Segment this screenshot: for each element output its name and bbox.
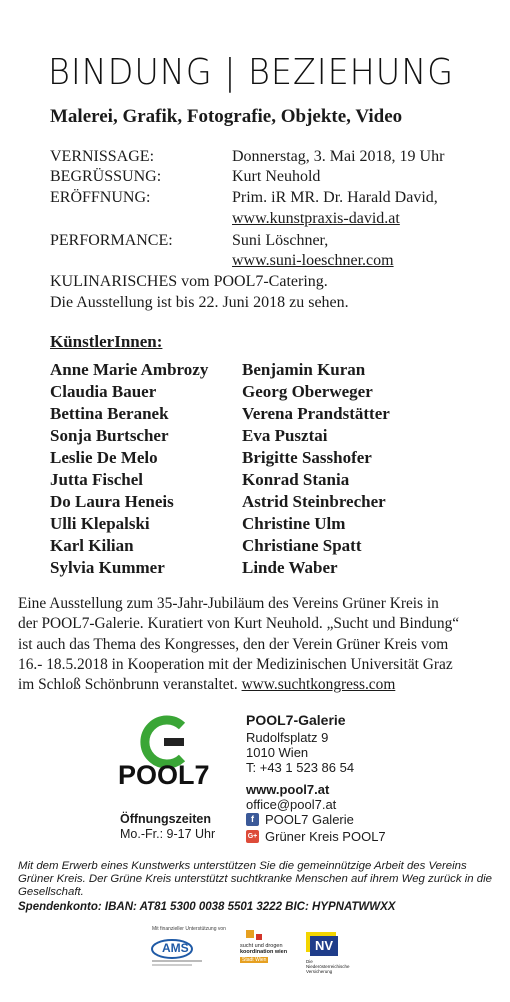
artist-name: Georg Oberweger: [242, 382, 373, 401]
description-line: der POOL7-Galerie. Kuratiert von Kurt Neuhold. „Sucht und Bindung“: [18, 615, 460, 633]
artist-name: Anne Marie Ambrozy: [50, 360, 209, 379]
exhibition-title: BINDUNG | BEZIEHUNG: [48, 52, 455, 93]
facebook-icon[interactable]: f: [246, 813, 259, 826]
sdw-logo: [238, 930, 294, 980]
catering-line: KULINARISCHES vom POOL7-Catering.: [50, 273, 328, 290]
google-plus-icon[interactable]: G+: [246, 830, 259, 843]
vernissage-label: VERNISSAGE:: [50, 148, 155, 165]
description-line: Eine Ausstellung zum 35-Jahr-Jubiläum des Vereins Grüner Kreis in: [18, 595, 439, 612]
artist-name: Sylvia Kummer: [50, 558, 165, 577]
artist-name: Christine Ulm: [242, 514, 346, 533]
gallery-name: POOL7-Galerie: [246, 712, 346, 728]
donation-account: Spendenkonto: IBAN: AT81 5300 0038 5501 3222 BIC: HYPNATWWXX: [18, 901, 396, 913]
exhibition-description: [18, 594, 498, 695]
donation-note: Mit dem Erwerb eines Kunstwerks unterstützen Sie die gemeinnützige Arbeit des Vereins Grüner Kreis. Der Grüne Kreis unterstützt suchtkranke Menschen auf ihrem Weg zurück in die Gesellschaft.: [18, 860, 492, 899]
suni-loeschner-link[interactable]: www.suni-loeschner.com: [232, 252, 394, 269]
pool7-logo-text: POOL7: [118, 760, 210, 790]
facebook-label[interactable]: POOL7 Galerie: [265, 812, 354, 827]
gallery-city: 1010 Wien: [246, 745, 309, 760]
ams-logo-text: AMS: [162, 941, 189, 955]
eroeffnung-label: ERÖFFNUNG:: [50, 189, 151, 206]
suchtkongress-link[interactable]: www.suchtkongress.com: [241, 676, 396, 694]
eroeffnung-value: Prim. iR MR. Dr. Harald David,: [232, 189, 438, 206]
artist-name: Ulli Klepalski: [50, 514, 150, 533]
performance-label: PERFORMANCE:: [50, 232, 173, 249]
artist-name: Bettina Beranek: [50, 404, 169, 423]
begruessung-value: Kurt Neuhold: [232, 168, 321, 185]
artists-heading: KünstlerInnen:: [50, 332, 163, 351]
sponsor-intro: Mit finanzieller Unterstützung von: [152, 926, 226, 932]
opening-hours-value: Mo.-Fr.: 9-17 Uhr: [120, 827, 216, 841]
kunstpraxis-link[interactable]: www.kunstpraxis-david.at: [232, 210, 400, 227]
opening-hours-title: Öffnungszeiten: [120, 812, 211, 826]
performance-row: [50, 232, 329, 250]
sdw-logo-square: [246, 930, 254, 938]
nv-logo: [306, 932, 352, 978]
gallery-phone: T: +43 1 523 86 54: [246, 760, 355, 775]
description-line: 16.- 18.5.2018 in Kooperation mit der Medizinischen Universität Graz: [18, 655, 453, 673]
artist-name: Verena Prandstätter: [242, 404, 390, 423]
sdw-logo-line1: sucht und drogen: [240, 943, 283, 949]
artist-name: Karl Kilian: [50, 536, 134, 555]
vernissage-row: [50, 148, 445, 166]
artist-name: Konrad Stania: [242, 470, 350, 489]
nv-logo-subtitle: Die Niederösterreichische Versicherung: [306, 959, 350, 974]
ams-logo: [148, 936, 218, 972]
artist-name: Astrid Steinbrecher: [242, 492, 386, 511]
performance-link-row: [50, 252, 394, 270]
artist-name: Christiane Spatt: [242, 536, 362, 555]
artist-name: Do Laura Heneis: [50, 492, 174, 511]
performance-value: Suni Löschner,: [232, 232, 329, 249]
duration-line: Die Ausstellung ist bis 22. Juni 2018 zu sehen.: [50, 294, 349, 311]
gallery-street: Rudolfsplatz 9: [246, 730, 329, 745]
artist-name: Benjamin Kuran: [242, 360, 366, 379]
description-line: ist auch das Thema des Kongresses, den der Verein Grüner Kreis vom: [18, 635, 449, 653]
artist-name: Sonja Burtscher: [50, 426, 169, 445]
artist-name: Brigitte Sasshofer: [242, 448, 372, 467]
artist-name: Linde Waber: [242, 558, 338, 577]
sdw-logo-square: [256, 934, 262, 940]
begruessung-label: BEGRÜSSUNG:: [50, 168, 162, 185]
exhibition-subtitle: Malerei, Grafik, Fotografie, Objekte, Video: [50, 106, 403, 127]
artist-name: Eva Pusztai: [242, 426, 328, 445]
gallery-email-link[interactable]: office@pool7.at: [246, 797, 337, 812]
eroeffnung-link-row: [50, 210, 400, 228]
vernissage-value: Donnerstag, 3. Mai 2018, 19 Uhr: [232, 148, 445, 165]
gallery-web-link[interactable]: www.pool7.at: [246, 782, 330, 797]
nv-logo-text: NV: [310, 936, 338, 956]
logo-g-bar: [164, 738, 184, 746]
artist-name: Jutta Fischel: [50, 470, 144, 489]
artist-name: Leslie De Melo: [50, 448, 158, 467]
sdw-logo-line3: Stadt Wien: [242, 957, 267, 963]
sdw-logo-line2: koordination wien: [240, 949, 288, 955]
begruessung-row: [50, 168, 321, 186]
description-line: im Schloß Schönbrunn veranstaltet. www.suchtkongress.com: [18, 676, 396, 694]
artist-name: Claudia Bauer: [50, 382, 157, 401]
eroeffnung-row: [50, 189, 438, 207]
google-plus-label[interactable]: Grüner Kreis POOL7: [265, 829, 386, 844]
